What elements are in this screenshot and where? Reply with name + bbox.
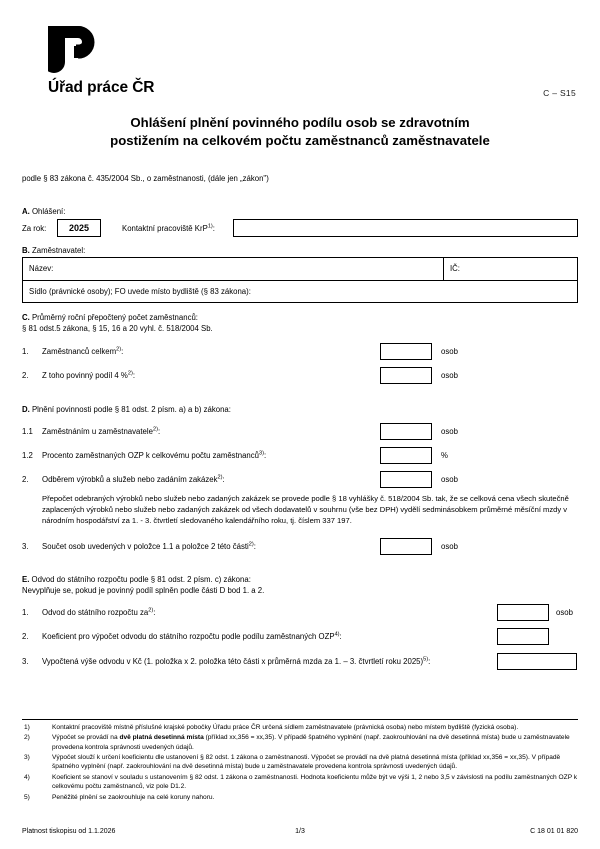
section-d-letter: D.	[22, 405, 30, 414]
section-d-item-3-unit: osob	[441, 542, 458, 551]
contact-workplace-label-colon: :	[212, 224, 215, 233]
section-c-item-2-number: 2.	[22, 371, 29, 380]
section-e-item-1-input[interactable]	[497, 604, 549, 621]
section-a-letter: A.	[22, 207, 30, 216]
section-c-item-1-label	[42, 347, 123, 357]
section-d-title: Plnění povinnosti podle § 81 odst. 2 písm. a) a b) zákona:	[31, 405, 231, 414]
footnote-2-emphasis: dvě platná desetinná místa	[119, 734, 204, 742]
footer-page-number: 1/3	[295, 828, 305, 835]
employer-ico-label: IČ:	[450, 264, 460, 273]
section-c-heading-line2: § 81 odst.5 zákona, § 15, 16 a 20 vyhl. č. 518/2004 Sb.	[22, 324, 213, 334]
section-e-item-3-input[interactable]	[497, 653, 577, 670]
section-c-item-2-unit: osob	[441, 371, 458, 380]
organization-name: Úřad práce ČR	[48, 79, 155, 96]
section-e-item-3-number: 3.	[22, 657, 29, 666]
employer-table	[22, 257, 578, 303]
section-d-explanatory-paragraph: Přepočet odebraných výrobků nebo služeb nebo zadaných zakázek se provede podle § 18 vyhlášky č. 518/2004 Sb. tak, že se celková cena všech skutečně zaplacených výrobků nebo služeb nebo zadaných zakázek od všech dodavatelů v souhrnu (vše bez DPH) vydělí sedminásobkem průměrné měsíční mzdy v národním hospodářství za 1. - 3. čtvrtletí sledovaného kalendářního roku, tj. číslem 337 197.	[42, 494, 569, 525]
section-e-item-2-label	[42, 632, 342, 642]
footnote-ref-2e: 2)	[248, 541, 254, 548]
section-d-item-11-label	[42, 427, 160, 437]
section-e-title: Odvod do státního rozpočtu podle § 81 odst. 2 písm. c) zákona:	[31, 575, 251, 584]
section-d-item-2-text: Odběrem výrobků a služeb nebo zadáním zakázek	[42, 475, 218, 484]
footnote-ref-3: 3)	[258, 450, 264, 457]
section-e-item-3-text: Vypočtená výše odvodu v Kč (1. položka x 2. položka této části x průměrná mzda za 1. – 3. čtvrtletí roku 2025)	[42, 657, 424, 666]
section-c-item-2-label	[42, 371, 135, 381]
footnote-item-4	[22, 773, 578, 792]
footnote-item-3	[22, 753, 578, 772]
section-d-item-12-number: 1.2	[22, 451, 33, 460]
footnote-ref-5: 5)	[423, 656, 429, 663]
section-e-item-2-colon: :	[339, 632, 342, 641]
footnote-5-mark: 5)	[24, 793, 30, 801]
section-d-item-3-label	[42, 542, 256, 552]
footnote-3-text: Výpočet slouží k určení koeficientu dle ustanovení § 82 odst. 1 zákona o zaměstnanosti. Výpočet se provádí na dvě platná desetinná místa (příklad xx,356 = xx,35). V případě špatného vyplnění (např. zaokrouhlování na dvě desetinná místa) bude u zaměstnavatele provedena kontrola správnosti uvedených údajů.	[52, 754, 561, 771]
up-monogram-logo-icon	[48, 24, 108, 76]
page-title	[40, 114, 560, 150]
footnote-ref-2f: 2)	[148, 607, 154, 614]
footnote-3-mark: 3)	[24, 754, 30, 762]
section-e-heading	[22, 574, 264, 597]
section-d-item-12-label	[42, 451, 266, 461]
section-d-item-3-colon: :	[253, 542, 256, 551]
section-e-item-3-label	[42, 657, 430, 667]
section-e-item-2-input[interactable]	[497, 628, 549, 645]
page-title-line1: Ohlášení plnění povinného podílu osob se zdravotním	[130, 115, 470, 130]
section-c-item-1-unit: osob	[441, 347, 458, 356]
employer-address-label: Sídlo (právnické osoby); FO uvede místo bydliště (§ 83 zákona):	[29, 287, 251, 296]
section-e-item-1-label	[42, 608, 155, 618]
section-a-title: Ohlášení:	[31, 207, 66, 216]
organization-logo-block	[48, 24, 154, 96]
footnote-4-mark: 4)	[24, 773, 30, 781]
section-c-item-1-colon: :	[121, 347, 124, 356]
footnote-5-text: Peněžité plnění se zaokrouhluje na celé koruny nahoru.	[52, 793, 215, 801]
year-label: Za rok:	[22, 224, 47, 233]
section-d-item-11-colon: :	[157, 427, 161, 436]
footer-validity: Platnost tiskopisu od 1.1.2026	[22, 828, 116, 835]
section-d-item-12-input[interactable]	[380, 447, 432, 464]
employer-address-input[interactable]	[313, 287, 568, 301]
footnotes-list	[22, 723, 578, 803]
section-b-title: Zaměstnavatel:	[31, 246, 86, 255]
footnote-ref-2d: 2)	[217, 474, 223, 481]
contact-workplace-label-text: Kontaktní pracoviště KrP	[122, 224, 208, 233]
footnote-1-mark: 1)	[24, 724, 30, 731]
section-c-item-1-input[interactable]	[380, 343, 432, 360]
section-e-item-2-text: Koeficient pro výpočet odvodu do státního rozpočtu podle podílu zaměstnaných OZP	[42, 632, 335, 641]
section-e-item-2-number: 2.	[22, 632, 29, 641]
section-e-item-1-number: 1.	[22, 608, 29, 617]
section-e-item-1-colon: :	[153, 608, 156, 617]
section-c-item-2-text: Z toho povinný podíl 4 %	[42, 371, 128, 380]
footnote-item-5	[22, 793, 578, 802]
section-d-item-2-number: 2.	[22, 475, 29, 484]
section-b-letter: B.	[22, 246, 30, 255]
footnote-4-text: Koeficient se stanoví v souladu s ustanovením § 82 odst. 1 zákona o zaměstnanosti. Hodnota koeficientu může být ve výši 1, 2 nebo 3,5 v závislosti na podílu zaměstnaných OZP k celkovému počtu zaměstnanců, viz pole D1.2.	[52, 773, 578, 791]
page-header	[0, 24, 600, 106]
employer-name-input[interactable]	[103, 264, 433, 278]
section-d-item-12-text: Procento zaměstnaných OZP k celkovému počtu zaměstnanců	[42, 451, 259, 460]
section-d-heading	[22, 404, 231, 415]
section-c-letter: C.	[22, 313, 30, 322]
section-d-item-3-number: 3.	[22, 542, 29, 551]
section-d-item-11-number: 1.1	[22, 427, 33, 436]
employer-name-label: Název:	[29, 264, 54, 273]
section-e-heading-line1	[22, 574, 264, 585]
footnote-ref-1: 1)	[207, 223, 213, 230]
section-e-heading-line2: Nevyplňuje se, pokud je povinný podíl splněn podle části D bod 1. a 2.	[22, 586, 265, 596]
section-d-item-3-text: Součet osob uvedených v položce 1.1 a položce 2 této části	[42, 542, 249, 551]
year-input[interactable]: 2025	[57, 219, 101, 237]
section-c-item-1-number: 1.	[22, 347, 29, 356]
section-c-title: Průměrný roční přepočtený počet zaměstnanců:	[31, 313, 198, 322]
section-d-item-2-label	[42, 475, 225, 485]
footnote-2-text-after: (příklad xx,356 = xx,35). V případě špatného vyplnění (např. zaokrouhlování na dvě desetinná místa) bude u zaměstnavatele provedena kontrola správnosti uvedených údajů.	[52, 734, 570, 751]
section-c-item-2-input[interactable]	[380, 367, 432, 384]
footnote-item-2	[22, 733, 578, 752]
section-e-letter: E.	[22, 575, 30, 584]
section-d-item-3-input[interactable]	[380, 538, 432, 555]
section-b-heading	[22, 245, 85, 256]
form-code-label: C – S15	[543, 88, 576, 98]
section-c-heading	[22, 312, 213, 335]
footnote-ref-2c: 2)	[152, 426, 158, 433]
footnote-ref-4: 4)	[334, 631, 340, 638]
legal-basis-text: podle § 83 zákona č. 435/2004 Sb., o zaměstnanosti, (dále jen „zákon")	[22, 174, 269, 183]
section-a-heading	[22, 206, 65, 217]
section-d-item-2-colon: :	[222, 475, 225, 484]
section-d-item-12-unit: %	[441, 451, 448, 460]
section-d-item-12-colon: :	[263, 451, 267, 460]
section-d-item-11-input[interactable]	[380, 423, 432, 440]
section-d-item-2-unit: osob	[441, 475, 458, 484]
section-c-item-1-text: Zaměstnanců celkem	[42, 347, 117, 356]
contact-workplace-input[interactable]	[233, 219, 578, 237]
section-d-item-11-unit: osob	[441, 427, 458, 436]
footnote-ref-2b: 2)	[127, 370, 133, 377]
section-e-item-1-text: Odvod do státního rozpočtu za	[42, 608, 149, 617]
employer-table-divider	[443, 258, 444, 280]
section-c-heading-line1	[22, 312, 213, 323]
footnotes-separator	[22, 719, 578, 720]
footnote-ref-2: 2)	[116, 346, 122, 353]
contact-workplace-label	[122, 224, 215, 234]
page-title-line2: postižením na celkovém počtu zaměstnanců zaměstnavatele	[110, 132, 490, 148]
footnote-1-text: Kontaktní pracoviště místně příslušné krajské pobočky Úřadu práce ČR určená sídlem zaměstnavatele (právnická osoba) nebo místem bydliště (fyzická osoba).	[52, 724, 519, 731]
section-d-item-11-text: Zaměstnáním u zaměstnavatele	[42, 427, 153, 436]
section-e-item-1-unit: osob	[556, 608, 573, 617]
section-e-item-3-colon: :	[428, 657, 431, 666]
footnote-item-1	[22, 723, 578, 732]
footer-document-code: C 18 01 01 820	[530, 828, 578, 835]
section-d-item-2-input[interactable]	[380, 471, 432, 488]
employer-ico-input[interactable]	[475, 264, 571, 278]
section-c-item-2-colon: :	[132, 371, 135, 380]
footnote-2-mark: 2)	[24, 734, 30, 742]
footnote-2-text-before: Výpočet se provádí na	[52, 734, 120, 742]
